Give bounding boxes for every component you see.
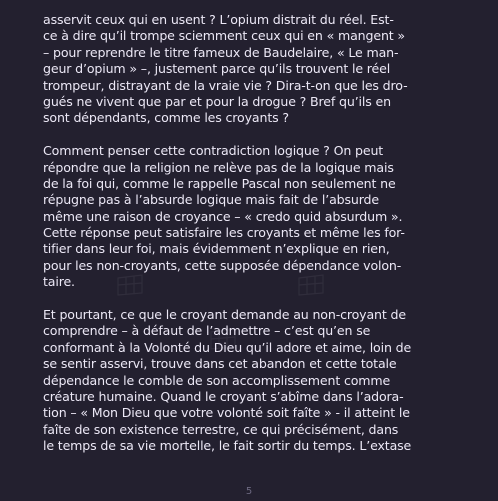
text-line: – pour reprendre le titre fameux de Baudelaire, « Le man- [43,44,399,60]
text-line: geur d’opium » –, justement parce qu’ils trouvent le réel [43,61,391,77]
text-line: trompeur, distrayant de la vraie vie ? Dira-t-on que les dro- [43,77,408,93]
text-line: répugne pas à l’absurde logique mais fait de l’absurde [43,192,379,208]
paragraph [43,12,458,127]
text-line: pour les non-croyants, cette supposée dépendance volon- [43,257,402,273]
text-line: conformant à la Volonté du Dieu qu’il adore et aime, loin de [43,339,412,355]
text-line: gués ne vivent que par et pour la drogue ? Bref qu’ils en [43,93,391,109]
text-line: Comment penser cette contradiction logique ? On peut [43,143,384,159]
text-line: Et pourtant, ce que le croyant demande au non-croyant de [43,307,406,323]
text-line: créature humaine. Quand le croyant s’abîme dans l’adora- [43,388,404,404]
text-line: se sentir asservi, trouve dans cet abandon et cette totale [43,356,397,372]
paragraph [43,307,458,455]
text-line: de la foi qui, comme le rappelle Pascal non seulement ne [43,175,396,191]
text-line: asservit ceux qui en usent ? L’opium distrait du réel. Est- [43,12,394,27]
text-line: le temps de sa vie mortelle, le fait sortir du temps. L’extase [43,438,412,454]
text-line: Cette réponse peut satisfaire les croyants et même les for- [43,225,405,241]
text-line: tifier dans leur foi, mais évidemment n’explique en rien, [43,241,390,257]
text-line: sont dépendants, comme les croyants ? [43,110,289,126]
text-line: faîte de son existence terrestre, ce qui précisément, dans [43,421,399,437]
text-line: taire. [43,274,75,290]
paragraph [43,143,458,291]
page-number: 5 [245,486,253,497]
text-line: tion – « Mon Dieu que votre volonté soit faîte » - il atteint le [43,405,410,421]
body-text [43,12,458,455]
text-line: même une raison de croyance – « credo quid absurdum ». [43,208,403,224]
text-line: dépendance le comble de son accomplissement comme [43,372,391,388]
text-line: répondre que la religion ne relève pas de la logique mais [43,159,394,175]
text-line: comprendre – à défaut de l’admettre – c’est qu’en se [43,323,371,339]
text-line: ce à dire qu’il trompe sciemment ceux qui en « mangent » [43,28,405,44]
